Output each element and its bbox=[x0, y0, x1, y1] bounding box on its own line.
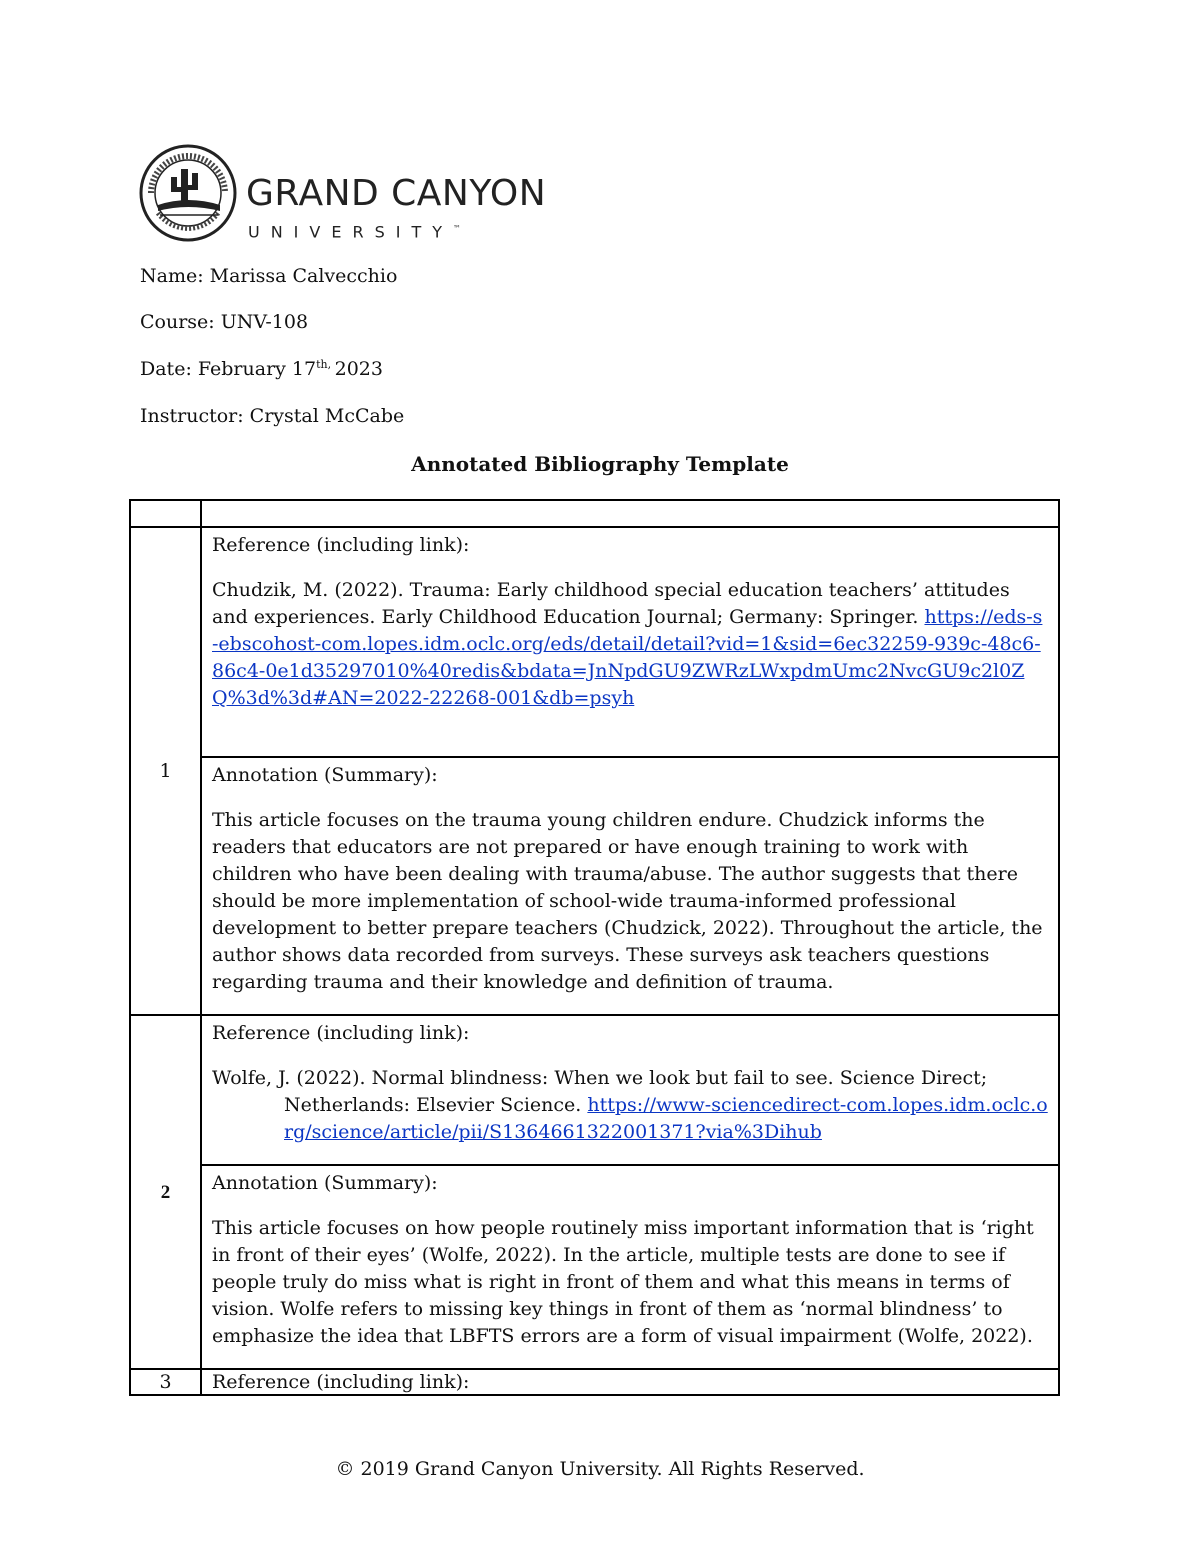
entry-3-reference-row bbox=[130, 1369, 1059, 1395]
entry-number: 1 bbox=[130, 527, 201, 1015]
annotation-text: This article focuses on the trauma young children endure. Chudzick informs the readers that educators are not prepared or have enough training to work with children who have been dealing with trauma/abuse. The author suggests that there should be more implementation of school-wide trauma-informed professional development to better prepare teachers (Chudzick, 2022). Throughout the article, the author shows data recorded from surveys. These surveys ask teachers questions regarding trauma and their knowledge and definition of trauma. bbox=[212, 809, 1043, 993]
entry-number: 3 bbox=[130, 1369, 201, 1395]
entry-number: 2 bbox=[130, 1015, 201, 1369]
annotation-label: Annotation (Summary): bbox=[212, 764, 438, 786]
entry-1-annotation-row bbox=[130, 757, 1059, 1015]
annotation-label: Annotation (Summary): bbox=[212, 1172, 438, 1194]
reference-citation: Chudzik, M. (2022). Trauma: Early childhood special education teachers’ attitudes and experiences. Early Childhood Education Journal; Germany: Springer. https://eds-s-ebscohost-com.lopes.idm.oclc.org/eds/detail/detail?vid=1&sid=6ec32259-939c-48c6-86c4-0e1d35297010%40redis&bdata=JnNpdGU9ZWRzLWxpdmUmc2NvcGU9c2l0ZQ%3d%3d#AN=2022-22268-001&db=psyh bbox=[212, 579, 1043, 709]
annotation-text: This article focuses on how people routinely miss important information that is ‘right in front of their eyes’ (Wolfe, 2022). In the article, multiple tests are done to see if people truly do miss what is right in front of them and what this means in terms of vision. Wolfe refers to missing key things in front of them as ‘normal blindness’ to emphasize the idea that LBFTS errors are a form of visual impairment (Wolfe, 2022). bbox=[212, 1217, 1034, 1347]
trademark-mark: ™ bbox=[453, 224, 461, 233]
annotation-cell bbox=[201, 1165, 1059, 1369]
reference-cell bbox=[201, 527, 1059, 757]
instructor: Instructor: Crystal McCabe bbox=[140, 405, 405, 427]
reference-label: Reference (including link): bbox=[212, 1371, 470, 1393]
table-header-row bbox=[130, 500, 1059, 527]
entry-1-reference-row bbox=[130, 527, 1059, 757]
copyright-footer: © 2019 Grand Canyon University. All Rights Reserved. bbox=[335, 1458, 865, 1480]
student-name: Name: Marissa Calvecchio bbox=[140, 265, 398, 287]
header-cell bbox=[130, 500, 201, 527]
course: Course: UNV-108 bbox=[140, 311, 309, 333]
entry-2-reference-row bbox=[130, 1015, 1059, 1165]
reference-link[interactable]: https://www-sciencedirect-com.lopes.idm.oclc.org/science/article/pii/S1364661322001371?via%3Dihub bbox=[284, 1094, 1048, 1143]
reference-cell bbox=[201, 1369, 1059, 1395]
date: Date: February $17^{th,}$ 2023 bbox=[140, 358, 383, 380]
entry-2-annotation-row bbox=[130, 1165, 1059, 1369]
page-title: Annotated Bibliography Template bbox=[411, 452, 789, 476]
logo-wordmark: GRAND CANYON bbox=[246, 173, 547, 214]
logo-subtitle: UNIVERSITY™ bbox=[248, 222, 461, 242]
reference-label: Reference (including link): bbox=[212, 1022, 470, 1044]
annotation-cell bbox=[201, 757, 1059, 1015]
bibliography-table bbox=[129, 499, 1060, 1396]
header-cell bbox=[201, 500, 1059, 527]
reference-citation: Wolfe, J. (2022). Normal blindness: When we look but fail to see. Science Direct; Netherlands: Elsevier Science. https://www-sciencedirect-com.lopes.idm.oclc.org/science/article/pii/S1364661322001371?via%3Dihub bbox=[212, 1067, 1048, 1143]
reference-label: Reference (including link): bbox=[212, 534, 470, 556]
university-seal-icon bbox=[138, 143, 242, 243]
reference-cell bbox=[201, 1015, 1059, 1165]
university-logo bbox=[138, 143, 598, 243]
reference-link[interactable]: https://eds-s-ebscohost-com.lopes.idm.oclc.org/eds/detail/detail?vid=1&sid=6ec32259-939c-48c6-86c4-0e1d35297010%40redis&bdata=JnNpdGU9ZWRzLWxpdmUmc2NvcGU9c2l0ZQ%3d%3d#AN=2022-22268-001&db=psyh bbox=[212, 606, 1043, 709]
